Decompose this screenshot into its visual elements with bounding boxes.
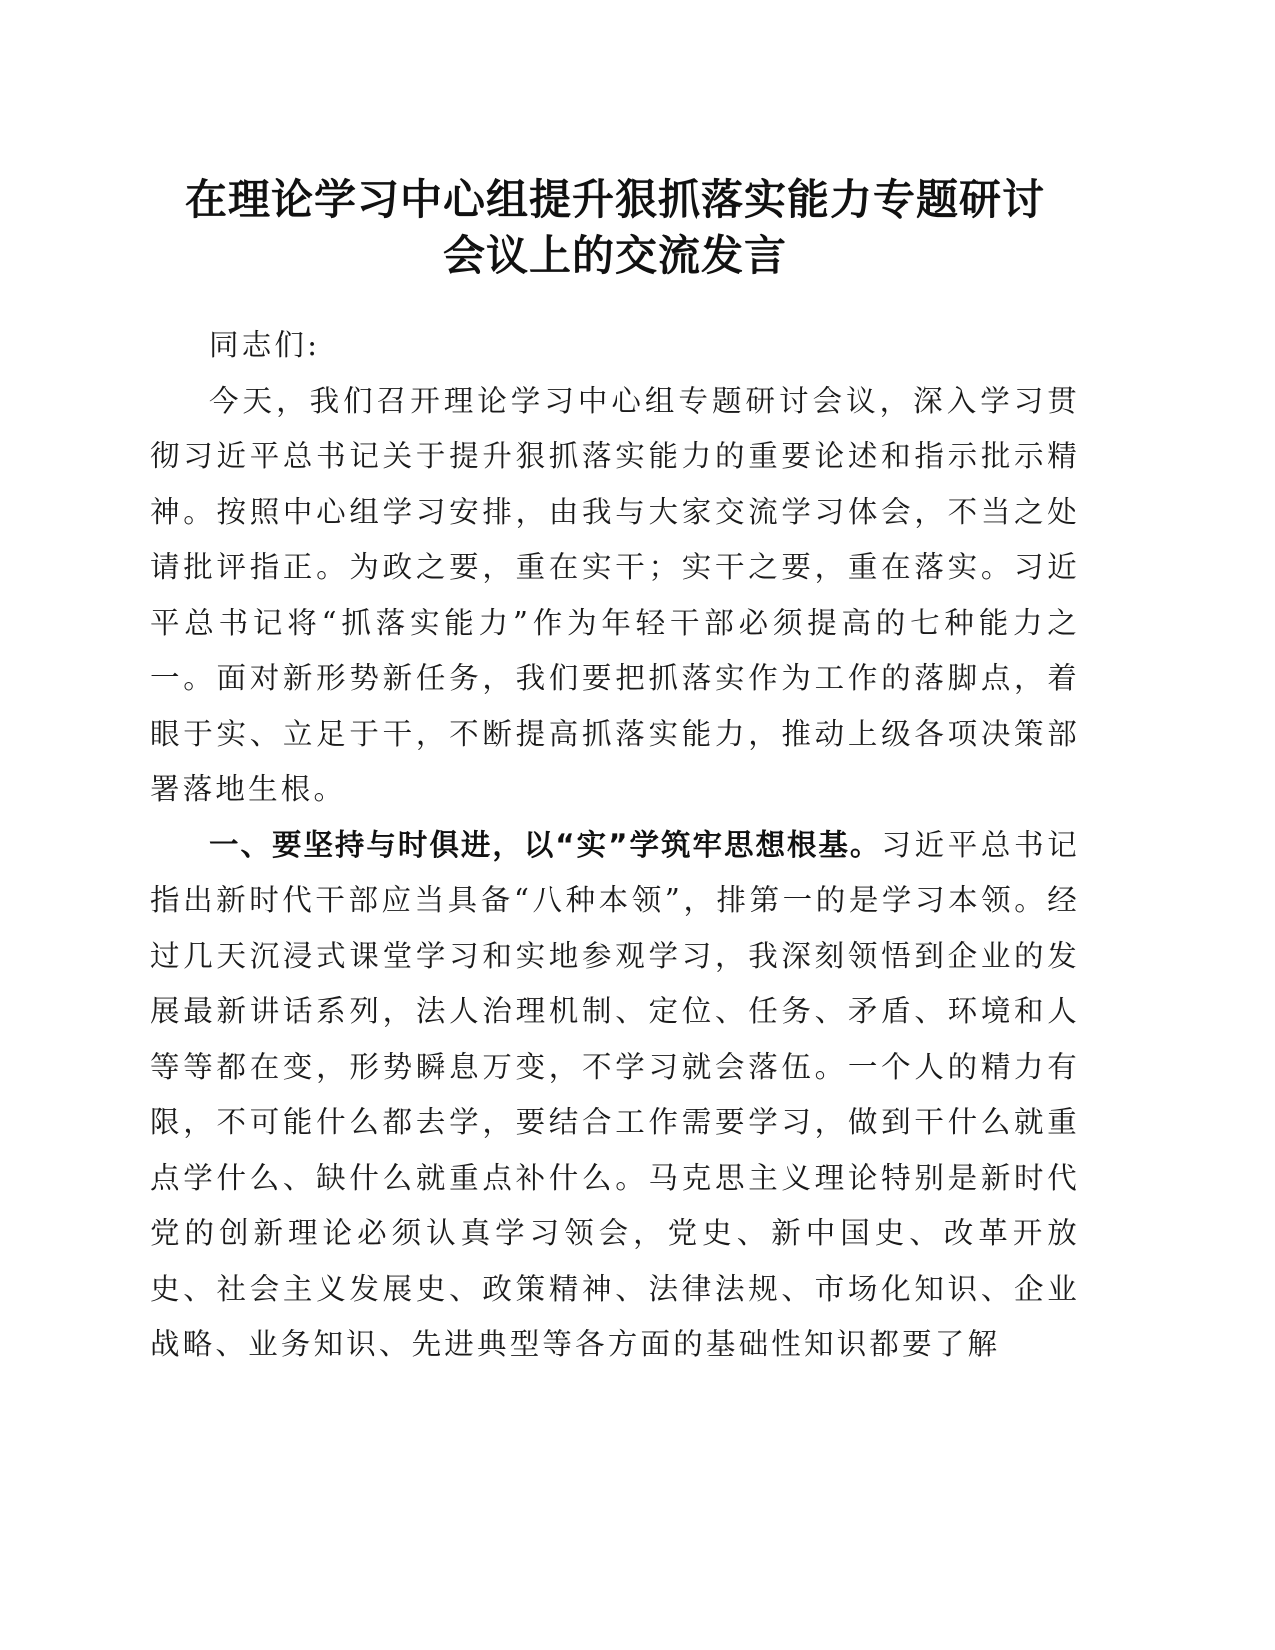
section-1-body: 习近平总书记指出新时代干部应当具备“八种本领”，排第一的是学习本领。经过几天沉浸式课堂学习和实地参观学习，我深刻领悟到企业的发展最新讲话系列，法人治理机制、定位、任务、矛盾、环境和人等等都在变，形势瞬息万变，不学习就会落伍。一个人的精力有限，不可能什么都去学，要结合工作需要学习，做到干什么就重点学什么、缺什么就重点补什么。马克思主义理论特别是新时代党的创新理论必须认真学习领会，党史、新中国史、改革开放史、社会主义发展史、政策精神、法律法规、市场化知识、企业战略、业务知识、先进典型等各方面的基础性知识都要了解 (150, 827, 1081, 1361)
title-line-1: 在理论学习中心组提升狠抓落实能力专题研讨 (184, 175, 1045, 224)
document-body (150, 318, 1080, 1373)
title-line-2: 会议上的交流发言 (442, 231, 787, 280)
document-title (150, 172, 1080, 284)
paragraph-intro: 今天，我们召开理论学习中心组专题研讨会议，深入学习贯彻习近平总书记关于提升狠抓落实能力的重要论述和指示批示精神。按照中心组学习安排，由我与大家交流学习体会，不当之处请批评指正。为政之要，重在实干；实干之要，重在落实。习近平总书记将“抓落实能力”作为年轻干部必须提高的七种能力之一。面对新形势新任务，我们要把抓落实作为工作的落脚点，着眼于实、立足于干，不断提高抓落实能力，推动上级各项决策部署落地生根。 (150, 383, 1080, 806)
paragraph-section-1 (150, 818, 1080, 1373)
section-1-heading: 一、要坚持与时俱进，以“实”学筑牢思想根基。 (209, 827, 882, 862)
salutation: 同志们: (209, 328, 321, 362)
